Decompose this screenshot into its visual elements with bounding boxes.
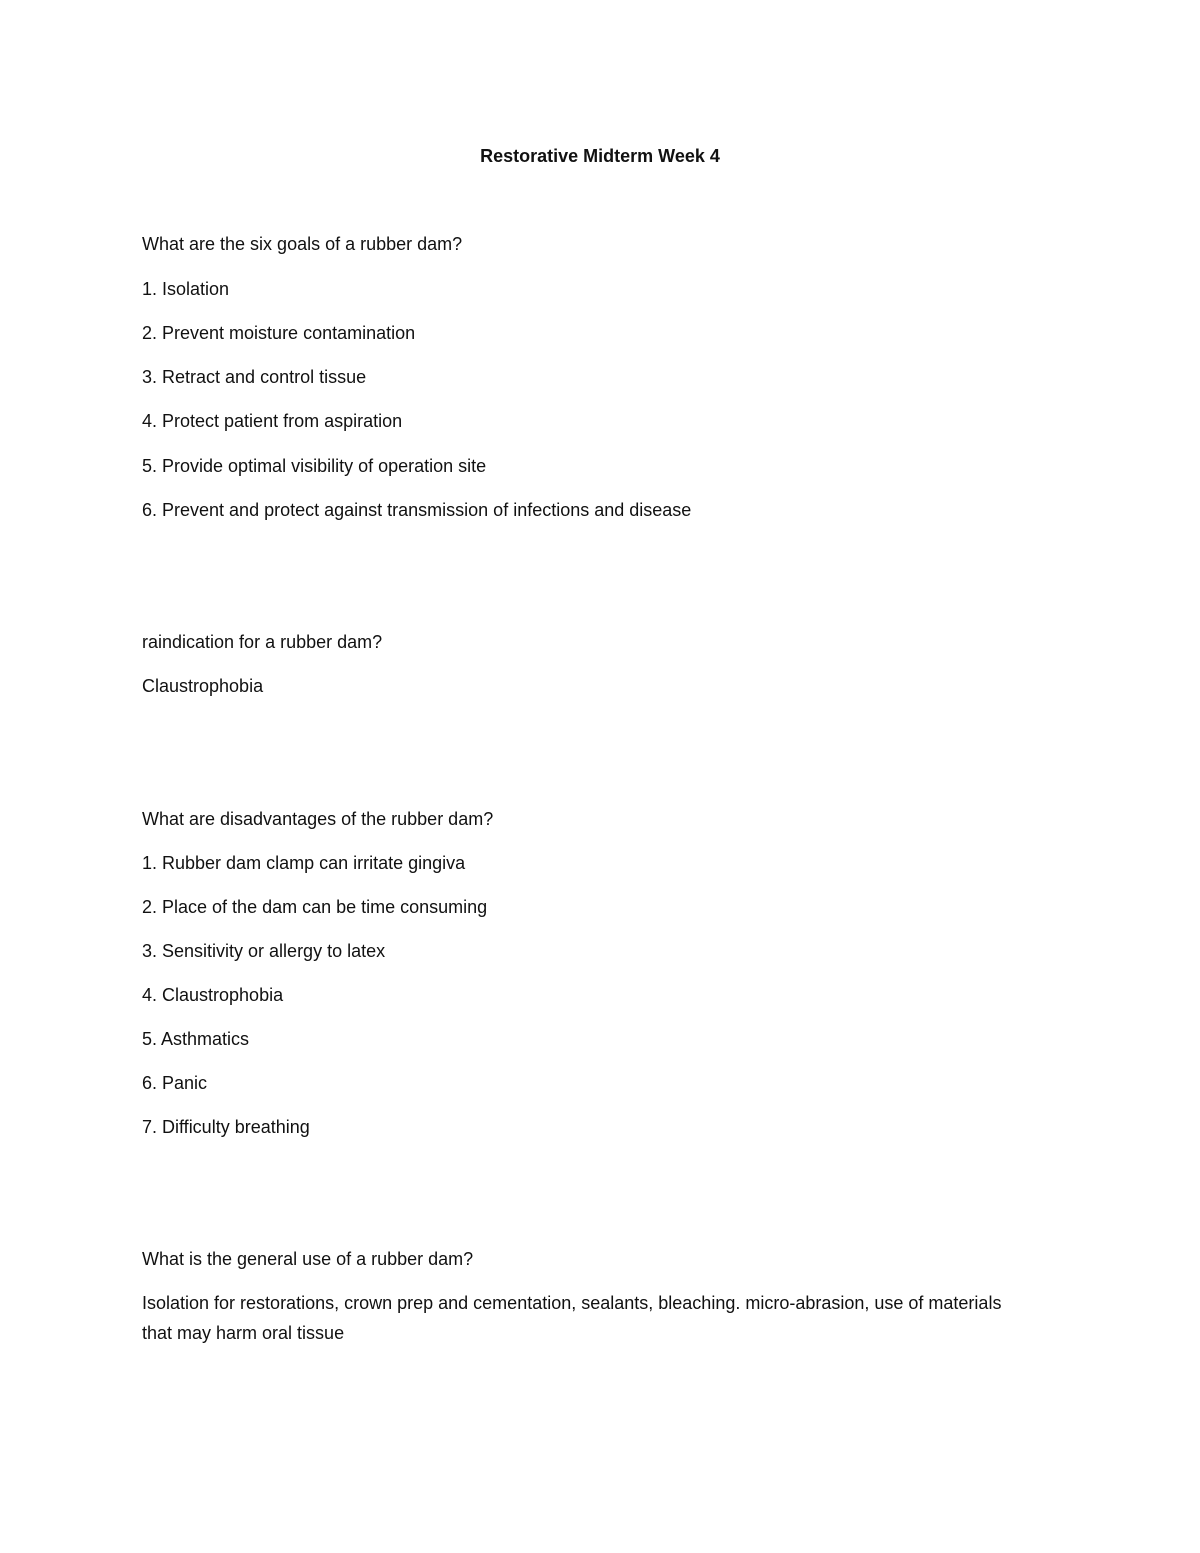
question-disadvantages: What are disadvantages of the rubber dam? (142, 809, 494, 829)
list-item: 3. Sensitivity or allergy to latex (142, 941, 386, 961)
page-title: Restorative Midterm Week 4 (480, 146, 720, 166)
question-general-use: What is the general use of a rubber dam? (142, 1249, 474, 1269)
list-item: 2. Place of the dam can be time consuming (142, 897, 488, 917)
list-item: 1. Rubber dam clamp can irritate gingiva (142, 853, 466, 873)
question-contraindication: raindication for a rubber dam? (142, 632, 383, 652)
answer-contraindication: Claustrophobia (142, 676, 264, 696)
list-item: 4. Protect patient from aspiration (142, 411, 403, 431)
question-six-goals: What are the six goals of a rubber dam? (142, 234, 463, 254)
list-item: 1. Isolation (142, 279, 230, 299)
list-item: 2. Prevent moisture contamination (142, 323, 416, 343)
answer-general-use: Isolation for restorations, crown prep and cementation, sealants, bleaching. micro-abrasion, use of materials that may harm oral tissue (142, 1293, 1002, 1343)
list-item: 5. Provide optimal visibility of operation site (142, 456, 487, 476)
list-item: 6. Panic (142, 1073, 208, 1093)
list-item: 7. Difficulty breathing (142, 1117, 310, 1137)
list-item: 4. Claustrophobia (142, 985, 284, 1005)
list-item: 5. Asthmatics (142, 1029, 250, 1049)
list-item: 6. Prevent and protect against transmission of infections and disease (142, 500, 692, 520)
list-item: 3. Retract and control tissue (142, 367, 367, 387)
